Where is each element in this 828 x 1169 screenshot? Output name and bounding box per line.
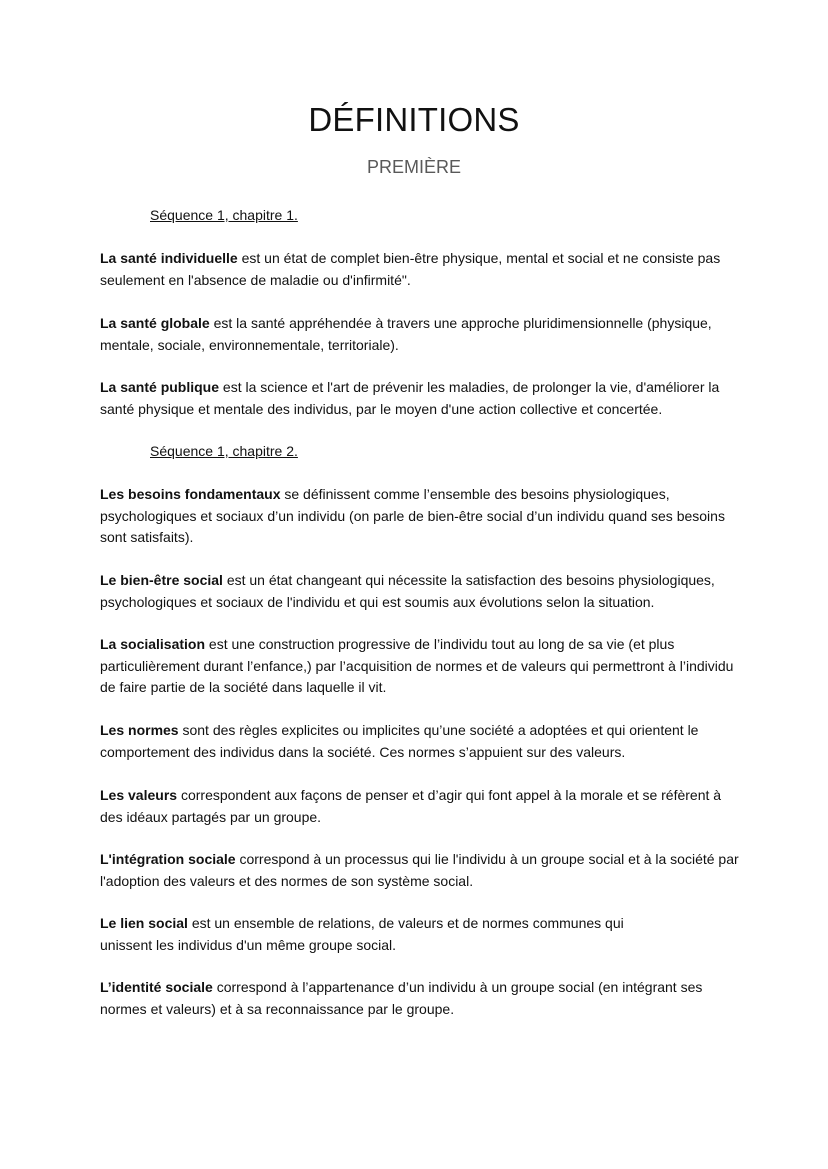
definition-socialisation (100, 634, 740, 699)
definition-sante-individuelle (100, 248, 740, 291)
definition-term: La santé individuelle (100, 250, 238, 266)
definition-term: La santé globale (100, 315, 210, 331)
definition-term: La santé publique (100, 379, 220, 395)
definition-term: L'intégration sociale (100, 851, 236, 867)
definition-text: correspond à l’appartenance d’un individu à un groupe social (en intégrant ses normes et valeurs) et à sa reconnaissance par le groupe. (100, 979, 703, 1017)
page-subtitle: PREMIÈRE (366, 157, 462, 177)
definition-term: Le lien social (100, 915, 188, 931)
definition-text: est une construction progressive de l’individu tout au long de sa vie (et plus particulièrement durant l’enfance,) par l’acquisition de normes et de valeurs qui permettront à l’individu de faire partie de la société dans laquelle il vit. (100, 636, 734, 695)
definition-text: sont des règles explicites ou implicites qu’une société a adoptées et qui orientent le comportement des individus dans la société. Ces normes s’appuient sur des valeurs. (100, 722, 699, 760)
definition-bien-etre-social (100, 570, 740, 613)
definition-term: La socialisation (100, 636, 206, 652)
definition-valeurs (100, 785, 740, 828)
definition-text: est la science et l'art de prévenir les maladies, de prolonger la vie, d'améliorer la santé physique et mentale des individus, par le moyen d'une action collective et concertée. (100, 379, 720, 417)
definition-term: Les valeurs (100, 787, 178, 803)
definition-text: se définissent comme l’ensemble des besoins physiologiques, psychologiques et sociaux d’un individu (on parle de bien-être social d’un individu quand ses besoins sont satisfaits). (100, 486, 725, 545)
definition-sante-publique (100, 377, 740, 420)
definition-identite-sociale (100, 977, 740, 1020)
definition-integration-sociale (100, 849, 740, 892)
definition-text: est un ensemble de relations, de valeurs et de normes communes qui unissent les individus d'un même groupe social. (100, 915, 624, 953)
definition-text: correspondent aux façons de penser et d’agir qui font appel à la morale et se réfèrent à des idéaux partagés par un groupe. (100, 787, 722, 825)
definition-sante-globale (100, 313, 740, 356)
section-heading-chapitre-2: Séquence 1, chapitre 2. (150, 443, 298, 459)
definition-lien-social (100, 913, 625, 956)
definition-term: Les normes (100, 722, 179, 738)
definition-text: est la santé appréhendée à travers une approche pluridimensionnelle (physique, mentale, sociale, environnementale, territoriale). (100, 315, 712, 353)
page-title: DÉFINITIONS (308, 101, 520, 138)
definition-text: est un état de complet bien-être physique, mental et social et ne consiste pas seulement en l'absence de maladie ou d'infirmité". (100, 250, 721, 288)
definition-term: Le bien-être social (100, 572, 223, 588)
definition-text: est un état changeant qui nécessite la satisfaction des besoins physiologiques, psychologiques et sociaux de l'individu et qui est soumis aux évolutions selon la situation. (100, 572, 715, 610)
definition-term: L’identité sociale (100, 979, 213, 995)
definition-besoins-fondamentaux (100, 484, 740, 549)
definition-term: Les besoins fondamentaux (100, 486, 281, 502)
section-heading-chapitre-1: Séquence 1, chapitre 1. (150, 207, 298, 223)
definition-text: correspond à un processus qui lie l'individu à un groupe social et à la société par l'adoption des valeurs et des normes de son système social. (100, 851, 739, 889)
definition-normes (100, 720, 740, 763)
